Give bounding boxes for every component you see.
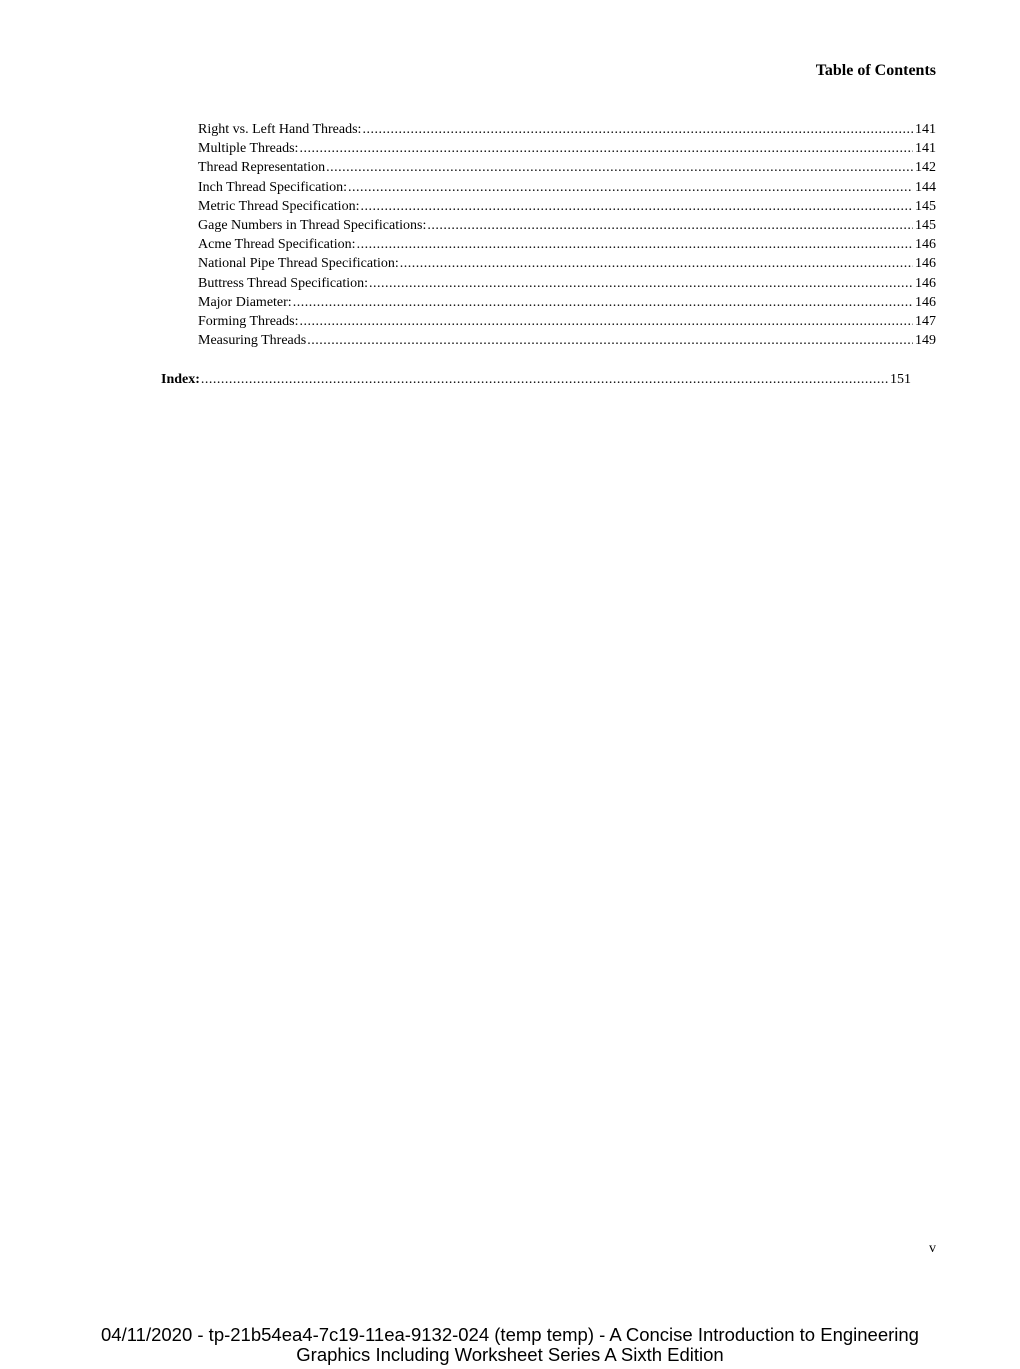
toc-entry[interactable] [198,254,936,273]
toc-entry-label: Major Diameter: [198,294,292,310]
dot-leader [299,139,913,158]
toc-subsection-list [198,120,936,350]
dot-leader [362,120,913,139]
toc-entry-label: Forming Threads: [198,313,299,329]
footer-line: 04/11/2020 - tp-21b54ea4-7c19-11ea-9132-024 (temp temp) - A Concise Introduction to Engineering [101,1324,919,1345]
toc-entry-page: 144 [915,179,936,195]
toc-entry-page: 145 [915,198,936,214]
toc-entry[interactable] [198,331,936,350]
toc-entry-label: Right vs. Left Hand Threads: [198,122,362,137]
toc-entry[interactable] [198,158,936,177]
toc-entry-label: Thread Representation [198,160,326,176]
dot-leader [369,274,913,293]
toc-entry[interactable] [198,178,936,197]
toc-entry-label: Multiple Threads: [198,141,299,157]
dot-leader [293,293,913,312]
toc-entry-page: 141 [915,122,936,137]
toc-entry-page: 146 [915,256,936,272]
toc-entry-page: 149 [915,333,936,349]
toc-entry-label: Inch Thread Specification: [198,179,348,195]
page-header-title: Table of Contents [815,62,936,79]
toc-entry-index[interactable] [161,370,911,389]
toc-entry-label: Index: [161,372,200,387]
dot-leader [299,312,913,331]
dot-leader [326,158,913,177]
toc-entry-page: 145 [915,217,936,233]
toc-entry-page: 151 [890,372,911,387]
toc-entry[interactable] [198,197,936,216]
dot-leader [400,254,913,273]
toc-entry[interactable] [198,216,936,235]
toc-entry-label: Buttress Thread Specification: [198,275,369,291]
dot-leader [348,178,913,197]
toc-entry[interactable] [198,120,936,139]
footer-watermark [0,1325,1020,1365]
toc-entry-label: Acme Thread Specification: [198,237,356,253]
toc-entry-page: 146 [915,275,936,291]
toc-entry-page: 146 [915,237,936,253]
toc-entry[interactable] [198,293,936,312]
toc-entry-page: 147 [915,313,936,329]
dot-leader [427,216,913,235]
toc-entry-page: 141 [915,141,936,157]
toc-entry[interactable] [198,235,936,254]
toc-entry[interactable] [198,139,936,158]
dot-leader [201,370,888,389]
dot-leader [360,197,913,216]
toc-entry-label: National Pipe Thread Specification: [198,256,399,272]
toc-entry-label: Gage Numbers in Thread Specifications: [198,217,427,233]
toc-entry-page: 146 [915,294,936,310]
toc-entry-label: Measuring Threads [198,333,307,349]
dot-leader [307,331,913,350]
toc-entry[interactable] [198,274,936,293]
footer-line: Graphics Including Worksheet Series A Sixth Edition [296,1344,724,1365]
toc-entry[interactable] [198,312,936,331]
page-number: v [929,1241,936,1256]
dot-leader [357,235,913,254]
toc-entry-page: 142 [915,160,936,176]
toc-main-list [161,370,911,389]
toc-entry-label: Metric Thread Specification: [198,198,360,214]
